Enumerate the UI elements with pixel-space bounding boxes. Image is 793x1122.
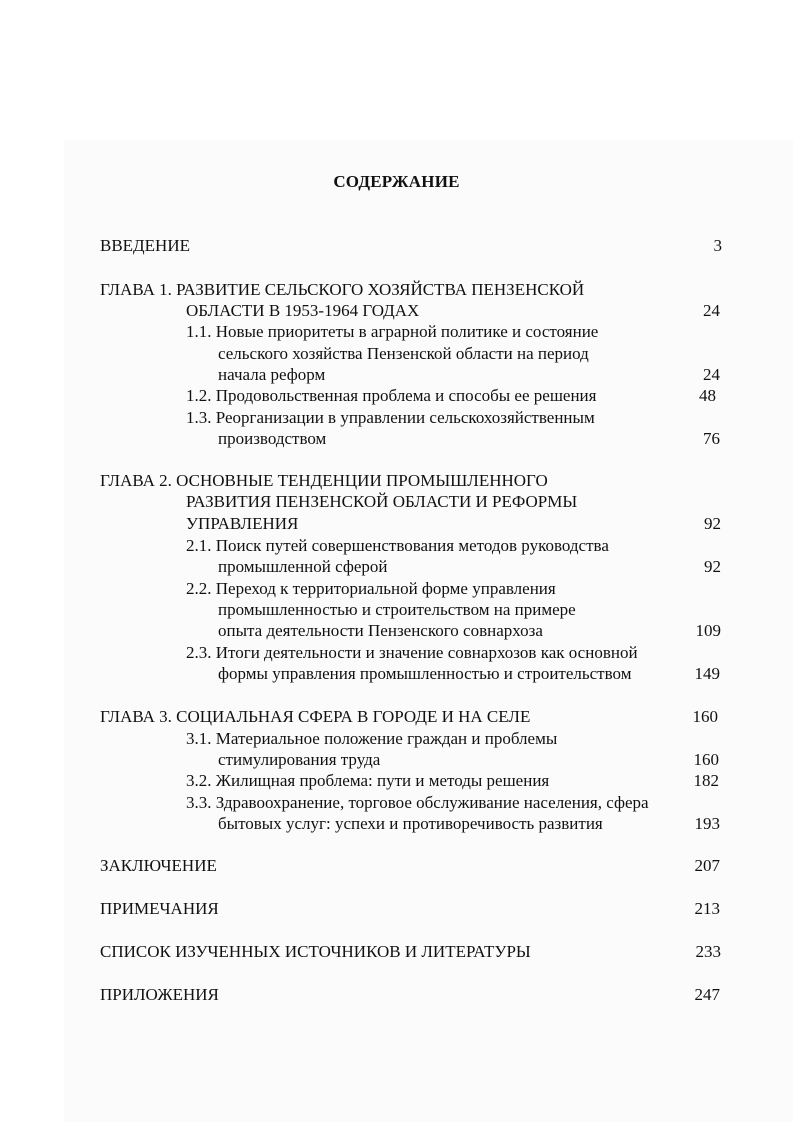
toc-section-1-3-line2: производством bbox=[218, 429, 327, 448]
toc-section-2-2-line3: опыта деятельности Пензенского совнархоза bbox=[218, 621, 543, 640]
toc-section-1-1-line2: сельского хозяйства Пензенской области на период bbox=[218, 344, 589, 363]
toc-section-1-1-line3: начала реформ bbox=[218, 365, 326, 384]
toc-section-2-3-line2: формы управления промышленностью и строительством bbox=[218, 664, 632, 683]
toc-section-3-2-page: 182 bbox=[693, 771, 719, 790]
toc-section-2-3-page: 149 bbox=[694, 664, 720, 683]
toc-section-3-3-line1: 3.3. Здравоохранение, торговое обслуживание населения, сфера bbox=[186, 793, 649, 812]
toc-sources-page: 233 bbox=[695, 942, 721, 961]
toc-chapter2-title-line3: УПРАВЛЕНИЯ bbox=[186, 514, 299, 533]
toc-intro-label: ВВЕДЕНИЕ bbox=[100, 236, 190, 255]
toc-section-2-1-line1: 2.1. Поиск путей совершенствования методов руководства bbox=[186, 536, 609, 555]
toc-section-2-2-line2: промышленностью и строительством на примере bbox=[218, 600, 576, 619]
toc-appendices-label: ПРИЛОЖЕНИЯ bbox=[100, 985, 219, 1004]
toc-appendices-page: 247 bbox=[694, 985, 720, 1004]
toc-chapter2-page: 92 bbox=[704, 514, 721, 533]
toc-chapter1-page: 24 bbox=[703, 301, 720, 320]
toc-notes-page: 213 bbox=[694, 899, 720, 918]
toc-section-1-1-page: 24 bbox=[703, 365, 720, 384]
toc-chapter1-title-line1: ГЛАВА 1. РАЗВИТИЕ СЕЛЬСКОГО ХОЗЯЙСТВА ПЕНЗЕНСКОЙ bbox=[100, 280, 585, 299]
page-title: СОДЕРЖАНИЕ bbox=[333, 172, 460, 191]
toc-section-3-1-line1: 3.1. Материальное положение граждан и проблемы bbox=[186, 729, 558, 748]
toc-notes-label: ПРИМЕЧАНИЯ bbox=[100, 899, 219, 918]
toc-chapter3-page: 160 bbox=[692, 707, 718, 726]
toc-conclusion-label: ЗАКЛЮЧЕНИЕ bbox=[100, 856, 217, 875]
toc-section-1-3-line1: 1.3. Реорганизации в управлении сельскохозяйственным bbox=[186, 408, 595, 427]
toc-section-2-2-line1: 2.2. Переход к территориальной форме управления bbox=[186, 579, 556, 598]
toc-section-1-3-page: 76 bbox=[703, 429, 720, 448]
toc-section-1-1-line1: 1.1. Новые приоритеты в аграрной политике и состояние bbox=[186, 322, 599, 341]
toc-section-2-1-page: 92 bbox=[704, 557, 721, 576]
toc-chapter2-title-line1: ГЛАВА 2. ОСНОВНЫЕ ТЕНДЕНЦИИ ПРОМЫШЛЕННОГО bbox=[100, 471, 548, 490]
toc-sources-label: СПИСОК ИЗУЧЕННЫХ ИСТОЧНИКОВ И ЛИТЕРАТУРЫ bbox=[100, 942, 531, 961]
toc-section-2-1-line2: промышленной сферой bbox=[218, 557, 388, 576]
toc-chapter2-title-line2: РАЗВИТИЯ ПЕНЗЕНСКОЙ ОБЛАСТИ И РЕФОРМЫ bbox=[186, 492, 578, 511]
toc-section-1-2-line1: 1.2. Продовольственная проблема и способы ее решения bbox=[186, 386, 597, 405]
toc-section-3-1-line2: стимулирования труда bbox=[218, 750, 381, 769]
toc-section-2-2-page: 109 bbox=[695, 621, 721, 640]
toc-section-3-2-line1: 3.2. Жилищная проблема: пути и методы решения bbox=[186, 771, 550, 790]
toc-section-3-3-page: 193 bbox=[694, 814, 720, 833]
toc-intro-page: 3 bbox=[713, 236, 722, 255]
toc-section-2-3-line1: 2.3. Итоги деятельности и значение совнархозов как основной bbox=[186, 643, 638, 662]
toc-section-3-3-line2: бытовых услуг: успехи и противоречивость развития bbox=[218, 814, 603, 833]
toc-chapter1-title-line2: ОБЛАСТИ В 1953-1964 ГОДАХ bbox=[186, 301, 420, 320]
toc-section-1-2-page: 48 bbox=[699, 386, 716, 405]
toc-section-3-1-page: 160 bbox=[693, 750, 719, 769]
toc-chapter3-title: ГЛАВА 3. СОЦИАЛЬНАЯ СФЕРА В ГОРОДЕ И НА СЕЛЕ bbox=[100, 707, 531, 726]
toc-conclusion-page: 207 bbox=[694, 856, 720, 875]
